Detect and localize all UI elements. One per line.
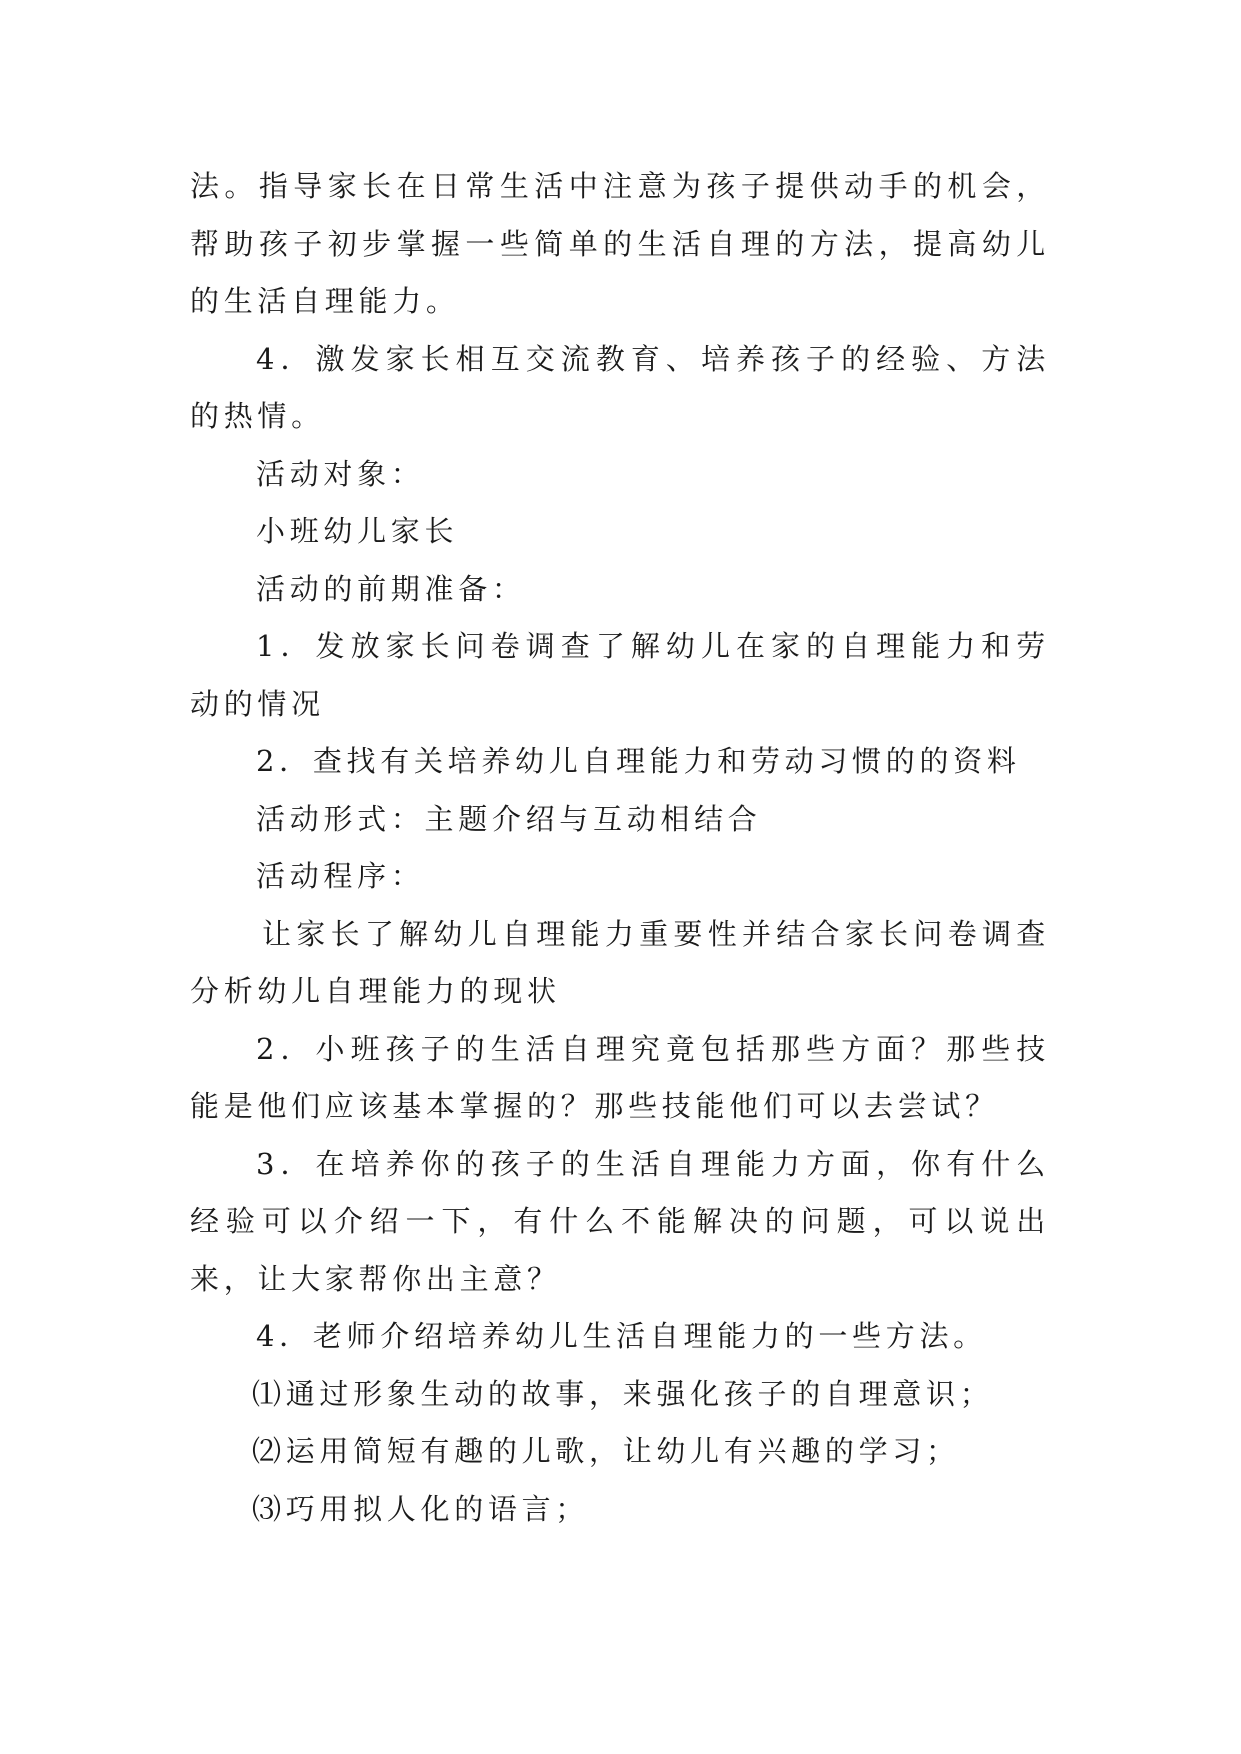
activity-target-value: 小班幼儿家长 <box>256 514 459 548</box>
heading-activity-procedure: 活动程序： <box>256 859 425 893</box>
paragraph-continuation: 法。指导家长在日常生活中注意为孩子提供动手的机会，帮助孩子初步掌握一些简单的生活自理的方法，提高幼儿的生活自理能力。 <box>190 169 1050 318</box>
paragraph-item-4: 4．激发家长相互交流教育、培养孩子的经验、方法的热情。 <box>190 341 1050 433</box>
activity-format: 活动形式：主题介绍与互动相结合 <box>256 801 762 836</box>
method-item-1: ⑴通过形象生动的故事，来强化孩子的自理意识； <box>252 1376 994 1411</box>
procedure-item-1: 让家长了解幼儿自理能力重要性并结合家长问卷调查分析幼儿自理能力的现状 <box>190 916 1050 1008</box>
document-body <box>190 158 1050 1538</box>
procedure-item-4: 4．老师介绍培养幼儿生活自理能力的一些方法。 <box>256 1319 987 1353</box>
method-item-3: ⑶巧用拟人化的语言； <box>252 1491 590 1526</box>
preparation-item-2: 2．查找有关培养幼儿自理能力和劳动习惯的的资料 <box>256 744 1021 778</box>
preparation-item-1: 1．发放家长问卷调查了解幼儿在家的自理能力和劳动的情况 <box>190 629 1050 721</box>
heading-preparation: 活动的前期准备： <box>256 571 526 606</box>
procedure-item-3: 3．在培养你的孩子的生活自理能力方面，你有什么经验可以介绍一下，有什么不能解决的问题，可以说出来，让大家帮你出主意？ <box>190 1146 1050 1296</box>
method-item-2: ⑵运用简短有趣的儿歌，让幼儿有兴趣的学习； <box>252 1434 960 1468</box>
procedure-item-2: 2．小班孩子的生活自理究竟包括那些方面？那些技能是他们应该基本掌握的？那些技能他们可以去尝试？ <box>190 1031 1050 1123</box>
heading-activity-target: 活动对象： <box>256 456 425 491</box>
